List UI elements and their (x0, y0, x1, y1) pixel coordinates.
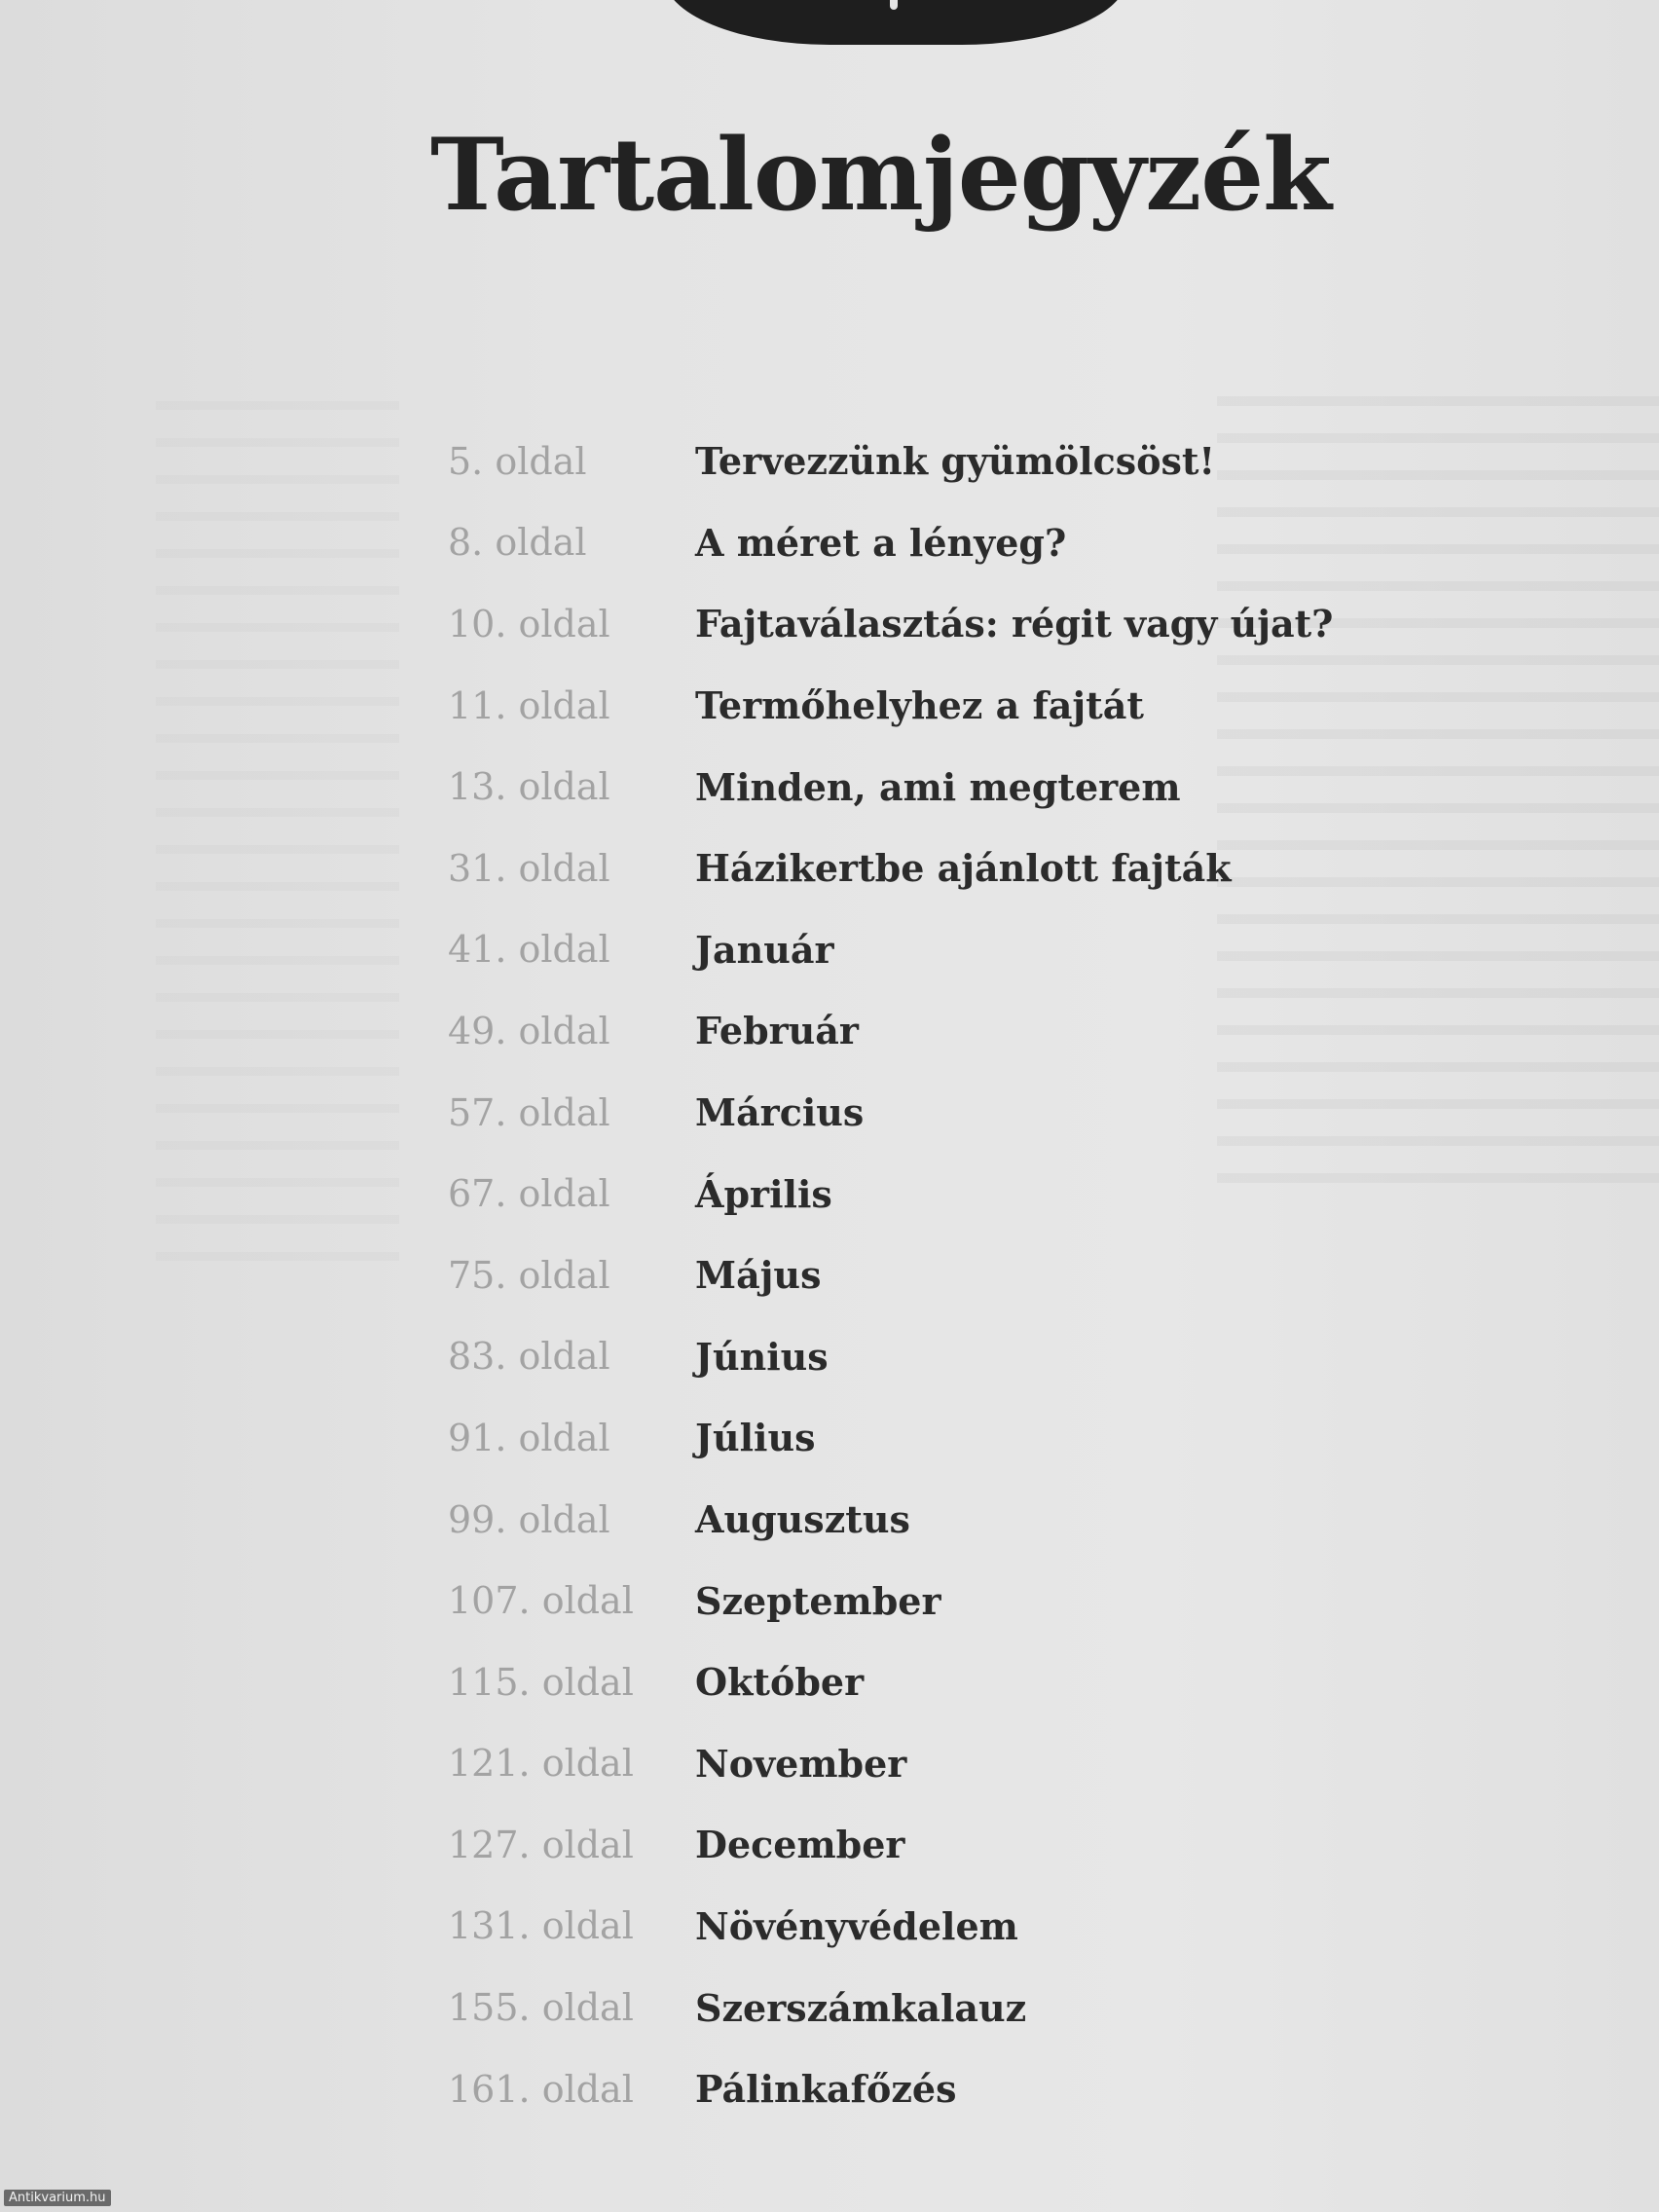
toc-page-number: 49. oldal (448, 1009, 610, 1052)
watermark: Antikvarium.hu (4, 2190, 111, 2206)
toc-entry (448, 1723, 1421, 1805)
toc-page-number: 131. oldal (448, 1904, 634, 1948)
toc-chapter-title: Növényvédelem (695, 1903, 1018, 1948)
toc-entry (448, 665, 1421, 747)
toc-chapter-title: Július (695, 1416, 816, 1460)
toc-page-number: 107. oldal (448, 1579, 634, 1623)
toc-entry (448, 583, 1421, 665)
toc-entry (448, 1316, 1421, 1398)
toc-entry (448, 746, 1421, 828)
table-of-contents (448, 421, 1421, 2129)
toc-chapter-title: Szerszámkalauz (695, 1985, 1027, 2030)
toc-entry (448, 1641, 1421, 1723)
toc-entry (448, 1153, 1421, 1235)
toc-page-number: 31. oldal (448, 846, 610, 890)
toc-entry (448, 1072, 1421, 1154)
toc-entry (448, 1397, 1421, 1479)
toc-chapter-title: Június (695, 1334, 829, 1379)
toc-entry (448, 990, 1421, 1072)
toc-chapter-title: Tervezzünk gyümölcsöst! (695, 439, 1216, 484)
header-ornament-notch (890, 0, 898, 10)
toc-entry (448, 1235, 1421, 1316)
toc-entry (448, 828, 1421, 909)
toc-chapter-title: Április (695, 1171, 832, 1216)
toc-entry (448, 502, 1421, 584)
toc-chapter-title: December (695, 1823, 905, 1867)
toc-entry (448, 1560, 1421, 1641)
toc-entry (448, 1967, 1421, 2048)
toc-entry (448, 1804, 1421, 1886)
toc-page-number: 8. oldal (448, 521, 587, 565)
toc-page-number: 57. oldal (448, 1090, 610, 1134)
toc-chapter-title: Május (695, 1253, 822, 1298)
toc-page-number: 67. oldal (448, 1172, 610, 1216)
toc-chapter-title: Fajtaválasztás: régit vagy újat? (695, 602, 1334, 646)
page-title: Tartalomjegyzék (430, 117, 1331, 234)
toc-chapter-title: Augusztus (695, 1497, 910, 1542)
toc-entry (448, 1886, 1421, 1968)
toc-chapter-title: Március (695, 1090, 865, 1135)
toc-page-number: 99. oldal (448, 1497, 610, 1541)
toc-entry (448, 909, 1421, 991)
show-through-text-left (156, 385, 399, 1261)
toc-chapter-title: Szeptember (695, 1578, 941, 1623)
toc-entry (448, 2048, 1421, 2130)
toc-chapter-title: Pálinkafőzés (695, 2067, 957, 2112)
toc-page-number: 13. oldal (448, 765, 610, 809)
toc-chapter-title: A méret a lényeg? (695, 520, 1067, 565)
toc-chapter-title: Minden, ami megterem (695, 764, 1181, 809)
toc-page-number: 75. oldal (448, 1253, 610, 1297)
toc-entry (448, 1479, 1421, 1561)
toc-page-number: 5. oldal (448, 439, 587, 483)
toc-entry (448, 421, 1421, 502)
toc-page-number: 41. oldal (448, 928, 610, 972)
toc-page-number: 91. oldal (448, 1416, 610, 1459)
toc-page-number: 127. oldal (448, 1823, 634, 1866)
toc-chapter-title: Január (695, 927, 834, 972)
toc-page-number: 121. oldal (448, 1742, 634, 1786)
toc-page-number: 11. oldal (448, 683, 610, 727)
toc-chapter-title: November (695, 1741, 907, 1786)
toc-chapter-title: Február (695, 1009, 859, 1053)
toc-page-number: 10. oldal (448, 602, 610, 645)
toc-page-number: 155. oldal (448, 1986, 634, 2030)
toc-page-number: 115. oldal (448, 1660, 634, 1704)
toc-page-number: 83. oldal (448, 1335, 610, 1379)
toc-page-number: 161. oldal (448, 2067, 634, 2111)
toc-chapter-title: Október (695, 1660, 865, 1705)
toc-chapter-title: Házikertbe ajánlott fajták (695, 846, 1232, 891)
toc-chapter-title: Termőhelyhez a fajtát (695, 683, 1144, 728)
